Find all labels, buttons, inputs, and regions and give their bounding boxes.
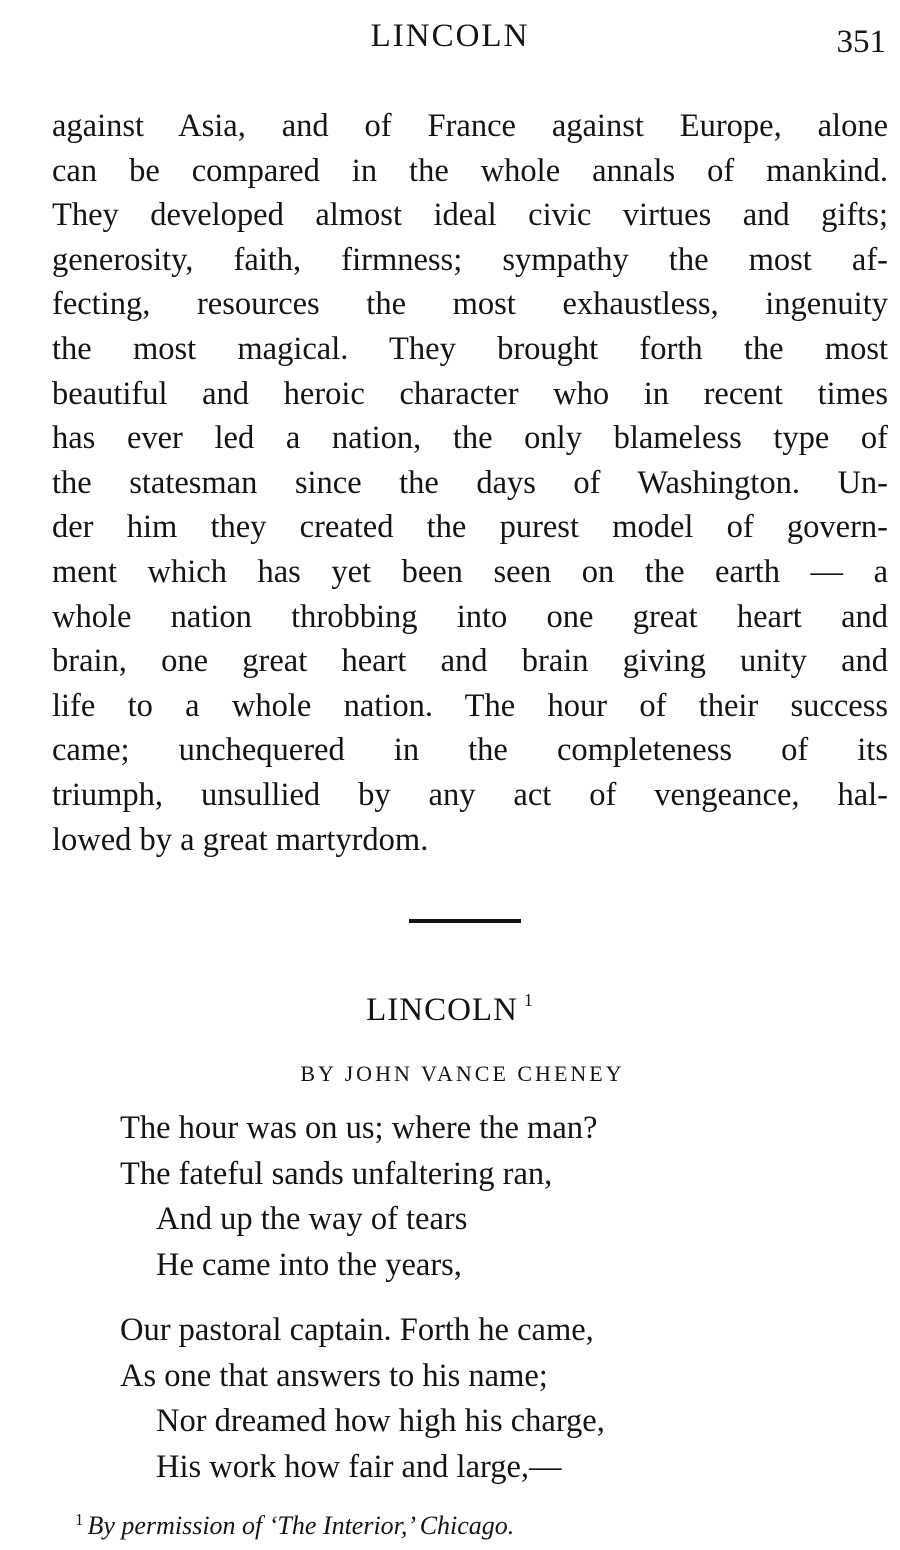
- verse-line: The hour was on us; where the man?: [120, 1110, 598, 1146]
- footnote-marker: 1: [75, 1510, 84, 1529]
- prose-line: whole nation throbbing into one great heart and: [52, 598, 888, 635]
- section-divider: [409, 919, 521, 923]
- page-number: 351: [836, 24, 886, 60]
- prose-paragraph: [52, 104, 888, 862]
- prose-line: ment which has yet been seen on the earth — a: [52, 553, 888, 590]
- prose-line: the most magical. They brought forth the most: [52, 330, 888, 367]
- prose-line: the statesman since the days of Washington. Un-: [52, 464, 888, 501]
- running-title: LINCOLN: [370, 18, 530, 54]
- prose-line: der him they created the purest model of govern-: [52, 509, 888, 546]
- prose-line: They developed almost ideal civic virtues and gifts;: [52, 197, 888, 234]
- verse-line: Nor dreamed how high his charge,: [156, 1403, 605, 1439]
- prose-line: life to a whole nation. The hour of their success: [52, 687, 888, 724]
- prose-line: against Asia, and of France against Europe, alone: [52, 108, 888, 144]
- verse-line: As one that answers to his name;: [120, 1357, 548, 1394]
- prose-line: lowed by a great martyrdom.: [52, 821, 429, 858]
- poem-title: [0, 990, 900, 1029]
- poem-byline: BY JOHN VANCE CHENEY: [300, 1061, 625, 1086]
- prose-line: triumph, unsullied by any act of vengeance, hal-: [52, 776, 888, 813]
- verse-line: His work how fair and large,—: [156, 1448, 562, 1485]
- footnote-text: By permission of ‘The Interior,’ Chicago.: [87, 1511, 515, 1540]
- poem-title-text: LINCOLN: [366, 992, 518, 1028]
- verse-line: The fateful sands unfaltering ran,: [120, 1155, 553, 1192]
- poem-stanza-2: [120, 1308, 605, 1490]
- verse-line: And up the way of tears: [156, 1201, 468, 1237]
- footnote-reference: 1: [523, 990, 534, 1010]
- verse-line: He came into the years,: [156, 1246, 462, 1283]
- running-head: [0, 18, 900, 68]
- footnote: [75, 1510, 514, 1541]
- prose-line: fecting, resources the most exhaustless, ingenuity: [52, 286, 888, 323]
- prose-line: came; unchequered in the completeness of its: [52, 732, 888, 769]
- prose-line: brain, one great heart and brain giving unity and: [52, 643, 888, 680]
- prose-line: can be compared in the whole annals of mankind.: [52, 152, 888, 189]
- prose-line: has ever led a nation, the only blameless type of: [52, 420, 888, 457]
- verse-line: Our pastoral captain. Forth he came,: [120, 1312, 594, 1348]
- prose-line: beautiful and heroic character who in recent times: [52, 375, 888, 412]
- prose-line: generosity, faith, firmness; sympathy the most af-: [52, 241, 888, 278]
- poem-stanza-1: [120, 1106, 597, 1288]
